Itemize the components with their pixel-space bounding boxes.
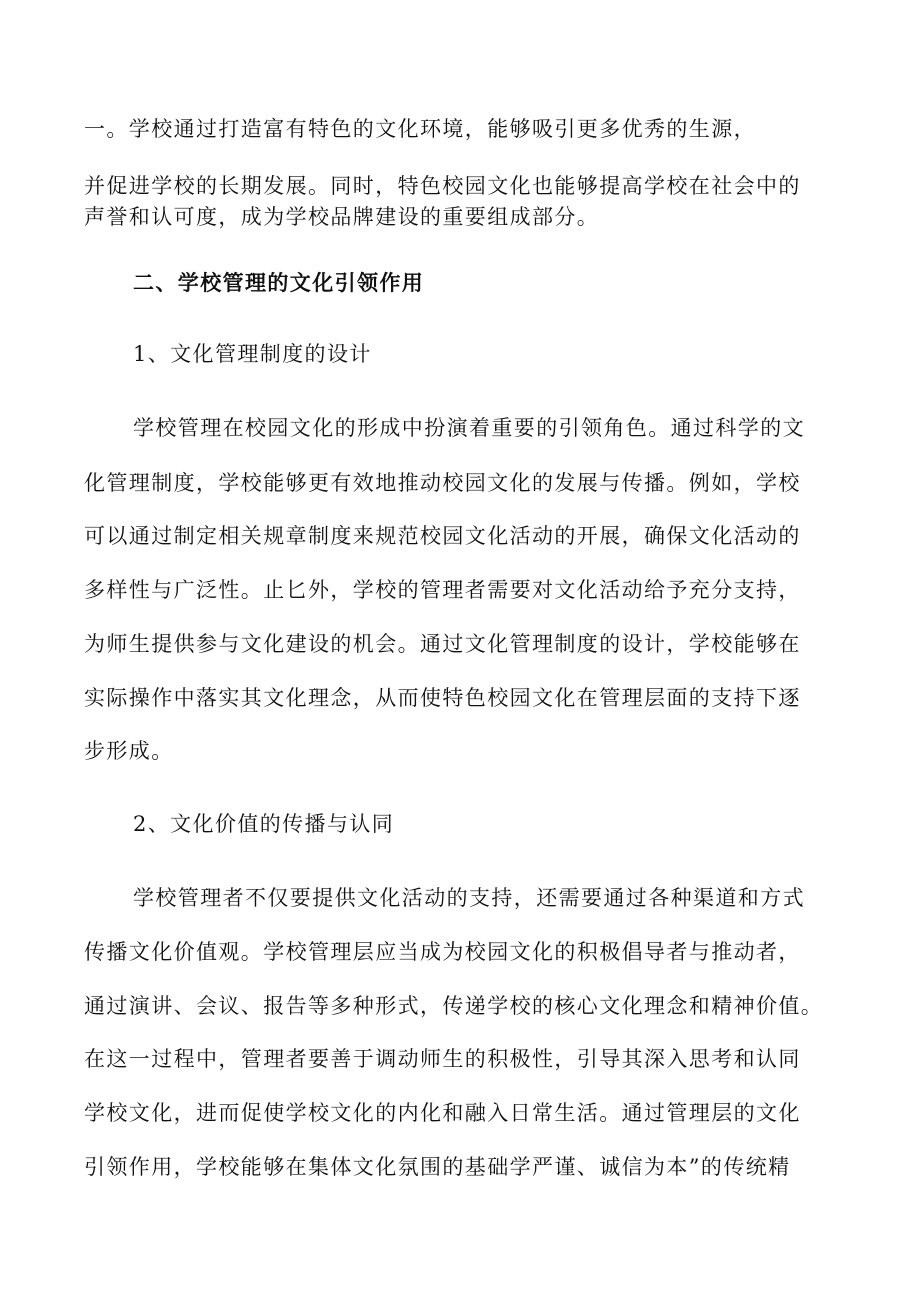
subsection-2-line-6: 引领作用，学校能够在集体文化氛围的基础学严谨、诚信为本”的传统精	[84, 1155, 791, 1179]
subsection-1-line-6: 实际操作中落实其文化理念，从而使特色校园文化在管理层面的支持下逐	[84, 686, 801, 710]
subsection-1-line-4: 多样性与广泛性。止匕外，学校的管理者需要对文化活动给予充分支持，	[84, 578, 801, 602]
subsection-2-line-3: 通过演讲、会议、报告等多种形式，传递学校的核心文化理念和精神价值。	[84, 994, 824, 1018]
subsection-1-line-3: 可以通过制定相关规章制度来规范校园文化活动的开展，确保文化活动的	[84, 524, 801, 548]
subsection-1-line-5: 为师生提供参与文化建设的机会。通过文化管理制度的设计，学校能够在	[84, 632, 801, 656]
subsection-1-heading: 1、文化管理制度的设计	[133, 342, 372, 366]
intro-line-3: 声誉和认可度，成为学校品牌建设的重要组成部分。	[84, 205, 600, 229]
subsection-2-line-2: 传播文化价值观。学校管理层应当成为校园文化的积极倡导者与推动者，	[84, 940, 801, 964]
subsection-2-line-1: 学校管理者不仅要提供文化活动的支持，还需要通过各种渠道和方式	[133, 886, 805, 910]
subsection-2-line-4: 在这一过程中，管理者要善于调动师生的积极性，引导其深入思考和认同	[84, 1047, 801, 1071]
subsection-1-line-1: 学校管理在校园文化的形成中扮演着重要的引领角色。通过科学的文	[133, 416, 805, 440]
subsection-1-line-2: 化管理制度，学校能够更有效地推动校园文化的发展与传播。例如，学校	[84, 471, 801, 495]
subsection-1-line-7: 步形成。	[84, 739, 174, 763]
subsection-2-heading: 2、文化价值的传播与认同	[133, 812, 395, 836]
intro-line-2: 并促进学校的长期发展。同时，特色校园文化也能够提高学校在社会中的	[84, 174, 801, 198]
subsection-2-line-5: 学校文化，进而促使学校文化的内化和融入日常生活。通过管理层的文化	[84, 1101, 801, 1125]
intro-line-1: 一。学校通过打造富有特色的文化环境，能够吸引更多优秀的生源，	[84, 117, 756, 141]
section-heading: 二、学校管理的文化引领作用	[133, 270, 425, 295]
